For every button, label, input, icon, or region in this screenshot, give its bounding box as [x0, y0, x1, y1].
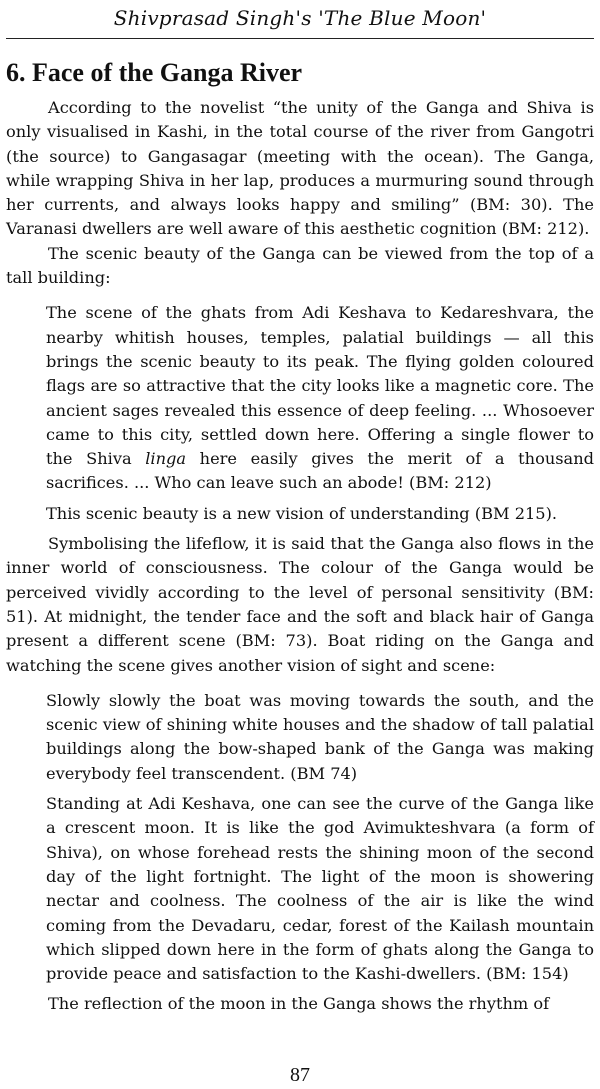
- italic-term: linga: [145, 449, 187, 469]
- quote-paragraph: [46, 301, 594, 495]
- page-number: 87: [290, 1064, 310, 1086]
- paragraph: According to the novelist “the unity of the Ganga and Shiva is only visualised in Kashi, in the total course of the river from Gangotri (the source) to Gangasagar (meeting with the ocean). The Ganga, while wrapping Shiva in her lap, produces a murmuring sound through her currents, and always looks happy and smiling” (BM: 30). The Varanasi dwellers are well aware of this aesthetic cognition (BM: 212).: [6, 98, 594, 239]
- paragraph: The scenic beauty of the Ganga can be viewed from the top of a tall building:: [6, 243, 594, 288]
- body-text: [6, 96, 594, 1017]
- section-heading: 6. Face of the Ganga River: [6, 58, 303, 87]
- block-quote: [6, 689, 594, 987]
- quote-paragraph: Slowly slowly the boat was moving towards the south, and the scenic view of shining white houses and the shadow of tall palatial buildings along the bow-shaped bank of the Ganga was making everybody feel transcendent. (BM 74): [46, 690, 594, 783]
- paragraph: The reflection of the moon in the Ganga shows the rhythm of: [48, 994, 550, 1014]
- quote-paragraph: This scenic beauty is a new vision of understanding (BM 215).: [46, 503, 558, 523]
- quote-text: here easily gives the merit of a thousand sacrifices. ... Who can leave such an abode! (BM: 212): [46, 449, 594, 493]
- quote-paragraph: Standing at Adi Keshava, one can see the curve of the Ganga like a crescent moon. It is like the god Avimukteshvara (a form of Shiva), on whose forehead rests the shining moon of the second day of the light fortnight. The light of the moon is showering nectar and coolness. The coolness of the air is like the wind coming from the Devadaru, cedar, forest of the Kailash mountain which slipped down here in the form of ghats along the Ganga to provide peace and satisfaction to the Kashi-dwellers. (BM: 154): [46, 794, 594, 984]
- quote-text: The scene of the ghats from Adi Keshava to Kedareshvara, the nearby whitish houses, temples, palatial buildings — all this brings the scenic beauty to its peak. The flying golden coloured flags are so attractive that the city looks like a magnetic core. The ancient sages revealed this essence of deep feeling. ... Whosoever came to this city, settled down here. Offering a single flower to the Shiva: [46, 303, 594, 469]
- running-head: Shivprasad Singh's 'The Blue Moon': [113, 6, 487, 30]
- block-quote: [6, 301, 594, 526]
- header-rule: [6, 38, 594, 39]
- paragraph: Symbolising the lifeflow, it is said that the Ganga also flows in the inner world of consciousness. The colour of the Ganga would be perceived vividly according to the level of personal sensitivity (BM: 51). At midnight, the tender face and the soft and black hair of Ganga present a different scene (BM: 73). Boat riding on the Ganga and watching the scene gives another vision of sight and scene:: [6, 534, 594, 675]
